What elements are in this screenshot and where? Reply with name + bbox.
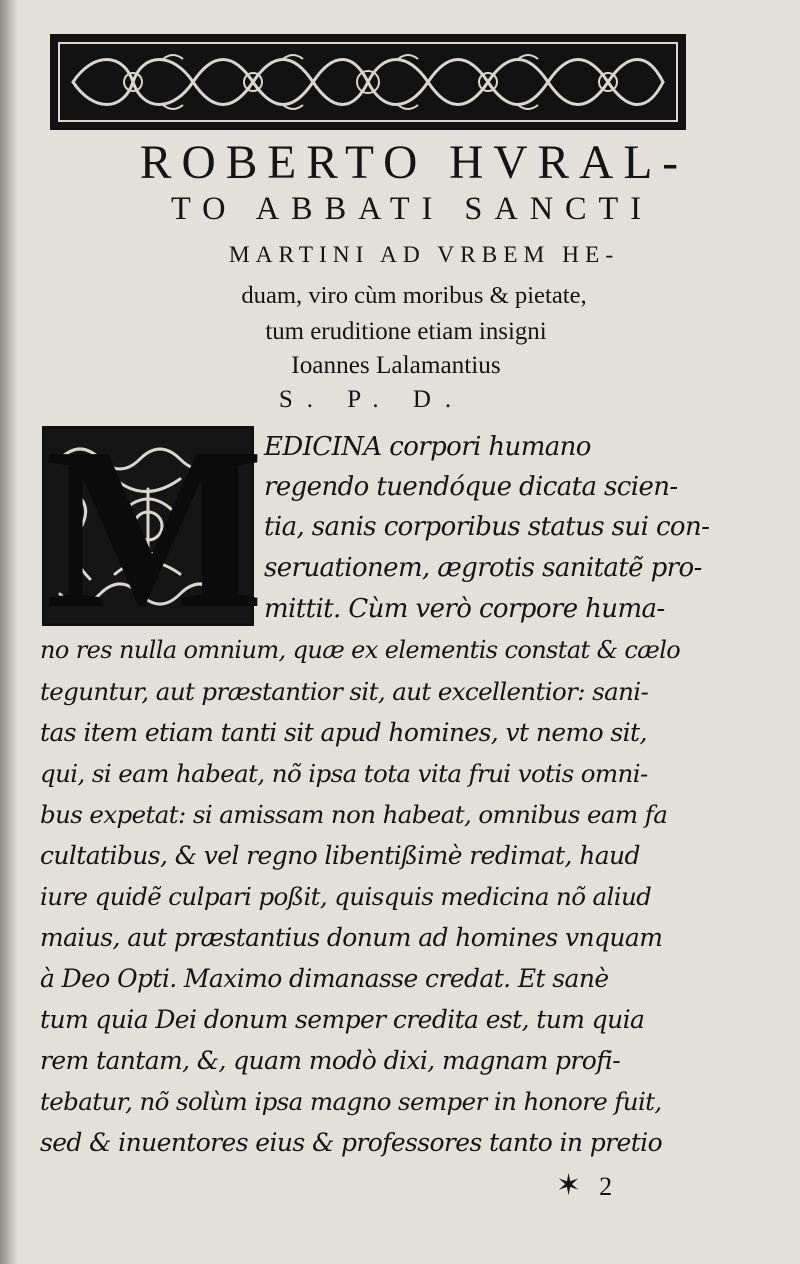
- body-line-1: EDICINA corpori humano: [264, 432, 591, 462]
- body-line-6: no res nulla omnium, quæ ex elementis constat & cælo: [40, 636, 681, 664]
- body-line-3: tia, sanis corporibus status sui con-: [264, 512, 710, 542]
- signature-mark: [556, 1168, 612, 1203]
- heading-line-5: tum eruditione etiam insigni: [265, 318, 547, 345]
- body-line-18: sed & inuentores eius & professores tanto in pretio: [40, 1128, 663, 1157]
- body-line-16: rem tantam, &, quam modò dixi, magnam profi-: [40, 1046, 621, 1075]
- heading-line-1: ROBERTO HVRAL-: [139, 137, 689, 189]
- asterisk-icon: ✶: [556, 1169, 582, 1202]
- body-line-17: tebatur, nõ solùm ipsa magno semper in honore fuit,: [40, 1087, 662, 1116]
- body-line-9: qui, si eam habeat, nõ ipsa tota vita frui votis omni-: [40, 759, 648, 788]
- body-line-5: mittit. Cùm verò corpore huma-: [264, 594, 665, 624]
- heading-line-4: duam, viro cùm moribus & pietate,: [241, 282, 587, 309]
- initial-letter: M: [45, 400, 264, 657]
- body-line-15: tum quia Dei donum semper credita est, tum quia: [40, 1005, 645, 1034]
- body-line-2: regendo tuendóque dicata scien-: [264, 472, 678, 502]
- body-line-14: à Deo Opti. Maximo dimanasse credat. Et sanè: [40, 964, 609, 993]
- body-line-13: maius, aut præstantius donum ad homines vnquam: [40, 923, 663, 952]
- ornamental-headpiece: [50, 34, 686, 130]
- body-line-10: bus expetat: si amissam non habeat, omnibus eam fa: [40, 800, 668, 829]
- heading-line-2: TO ABBATI SANCTI: [170, 190, 654, 226]
- body-line-8: tas item etiam tanti sit apud homines, vt nemo sit,: [40, 718, 647, 747]
- decorated-initial: [42, 400, 264, 657]
- heading-line-6: Ioannes Lalamantius: [291, 352, 501, 379]
- body-line-12: iure quidẽ culpari poßit, quisquis medicina nõ aliud: [40, 882, 652, 911]
- body-line-7: teguntur, aut præstantior sit, aut excellentior: sani-: [40, 677, 649, 706]
- heading-line-3: MARTINI AD VRBEM HE-: [228, 242, 620, 268]
- page-number: 2: [599, 1172, 613, 1201]
- body-line-4: seruationem, ægrotis sanitatẽ pro-: [264, 553, 702, 583]
- body-line-11: cultatibus, & vel regno libentißimè redimat, haud: [40, 841, 640, 870]
- heading-line-7: S. P. D.: [278, 386, 466, 413]
